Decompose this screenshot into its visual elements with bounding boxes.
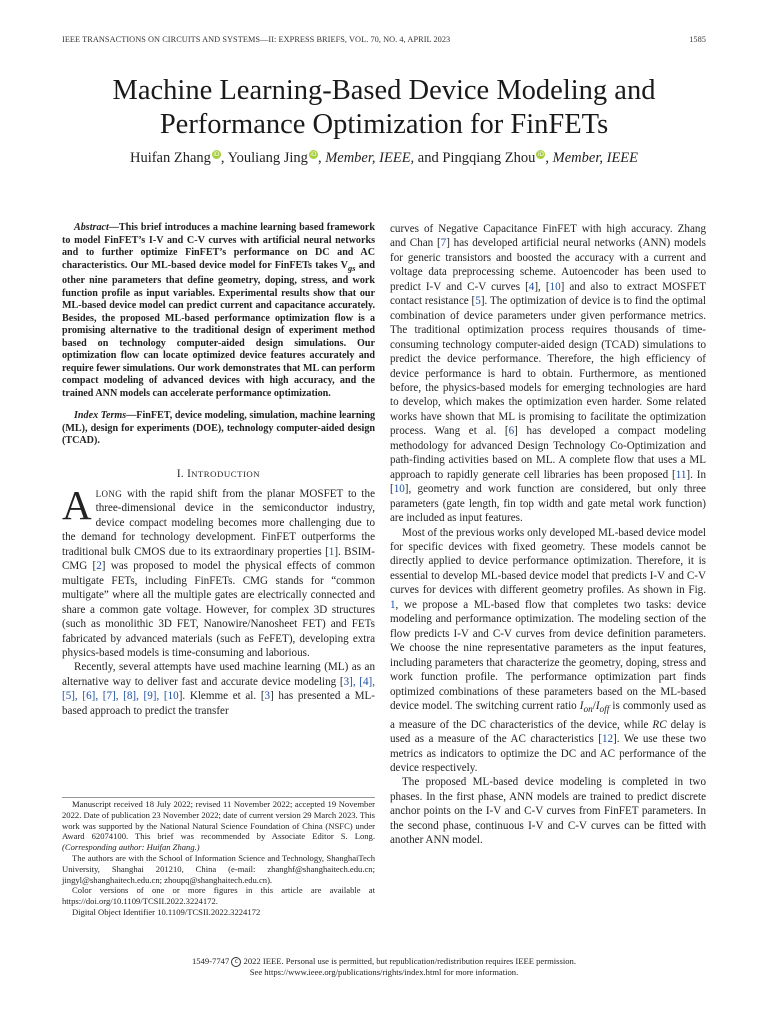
citation-link[interactable]: 10 <box>393 483 405 496</box>
citation-link[interactable]: 3 <box>264 690 271 703</box>
footnote-manuscript: Manuscript received 18 July 2022; revised 11 November 2022; accepted 19 November 2022. Date of publication 23 November 2022; date of current version 29 March 2023. This work was supported by the National Natural Science Foundation of China (NSFC) under Award 62074100. This brief was recommended by Associate Editor S. Long. (Corresponding author: Huifan Zhang.) <box>62 799 375 853</box>
abstract: Abstract—This brief introduces a machine learning based framework to model FinFET’s I-V and C-V curves with artificial neural networks and to further optimize FinFET’s performance on DC and AC characteristics. Our ML-based device model for FinFETs takes $V_{gs}$ and other nine parameters that define geometry, doping, stress, and work function profile as input variables. Experimental results show that our ML-based device model can predict current and capacitance accurately. Besides, the proposed ML-based performance optimization flow is a promising alternative to the traditional design of experiment method based on technology computer-aided design simulations. Our optimization flow can locate optimized device features accurately and require fewer simulations. Our work demonstrates that ML can perform compact modeling of advanced devices with high accuracy, and the trained ANN models can accelerate performance optimization. <box>62 222 375 399</box>
left-column <box>62 222 375 718</box>
running-header <box>62 35 706 49</box>
journal-header: IEEE TRANSACTIONS ON CIRCUITS AND SYSTEMS—II: EXPRESS BRIEFS, VOL. 70, NO. 4, APRIL 2023 <box>62 35 451 44</box>
right-paragraph-1: curves of Negative Capacitance FinFET with high accuracy. Zhang and Chan [7] has developed artificial neural networks (ANN) models for generic transistors and boosted the accuracy with a current and voltage data preprocessing scheme. Autoencoder has been used to predict I-V and C-V curves [4], [10] and also to extract MOSFET contact resistance [5]. The optimization of device is to find the optimal combination of device parameters under given performance metrics. The traditional optimization process requires thousands of time-consuming technology computer-aided design (TCAD) simulations to predict the device performance. Therefore, the high efficiency of device performance is hard to obtain. Furthermore, as mentioned before, the physics-based models for emerging technologies are hard to develop, which makes the optimization even harder. Some related works have shown that ML is promising to facilitate the optimization process. Wang et al. [6] has developed a compact modeling methodology for advanced Design Technology Co-Optimization and path-finding activities based on ML. A complete flow that uses a ML approach to rapidly generate cell libraries has been proposed [11]. In [10], geometry and work function are considered, but only three parameters (gate length, fin top width and gate metal work function) are included as input features. <box>390 223 707 525</box>
orcid-icon[interactable]: iD <box>537 151 545 159</box>
index-terms: Index Terms—FinFET, device modeling, simulation, machine learning (ML), design for experiments (DOE), technology computer-aided design (TCAD). <box>62 410 375 447</box>
author-name: Pingqiang Zhou <box>442 150 536 166</box>
copyright-line-2: See https://www.ieee.org/publications/rights/index.html for more information. <box>249 967 519 978</box>
citation-link[interactable]: 1 <box>328 545 335 558</box>
figure-link[interactable]: 1 <box>390 598 396 611</box>
copyright-line-1: 1549-7747 c 2022 IEEE. Personal use is permitted, but republication/redistribution requires IEEE permission. <box>192 956 576 966</box>
author-role: Member, IEEE <box>552 150 639 166</box>
title-line-2: Performance Optimization for FinFETs <box>159 109 609 140</box>
intro-paragraph-1: ALONG with the rapid shift from the planar MOSFET to the three-dimensional device in the semiconductor industry, device compact modeling becomes more challenging due to the demand for technology development. FinFET outperforms the traditional bulk CMOS due to its extraordinary properties [1]. BSIM-CMG [2] was proposed to model the physical effects of common multigate FETs, including FinFETs. CMG stands for “common multigate” where all the multiple gates are electrically connected and share a common gate voltage. However, for complex 3D structures (such as monolithic 3D FET, Nanowire/Nanosheet FET) and FETs fabricated by advanced materials (such as FeFET), developing extra physics-based models is time-consuming and laborious. <box>62 481 375 659</box>
citation-link[interactable]: 7 <box>440 237 447 250</box>
right-column <box>390 222 706 848</box>
citation-link[interactable]: 12 <box>602 733 614 746</box>
citation-link[interactable]: 10 <box>549 280 561 293</box>
citation-link[interactable]: 11 <box>675 468 687 481</box>
section-heading: I. INTRODUCTION <box>176 467 261 480</box>
author-name: Huifan Zhang <box>129 150 211 166</box>
drop-cap: A <box>62 481 92 528</box>
orcid-icon[interactable]: iD <box>310 151 317 159</box>
citation-link[interactable]: 6 <box>508 425 515 438</box>
right-paragraph-3: The proposed ML-based device modeling is completed in two phases. In the first phase, ANN models are trained to predict discrete anchor points on the I-V and C-V curves from FinFET parameters. In the second phase, continuous I-V and C-V curves can be fitted with another ANN model. <box>390 776 706 847</box>
citation-link[interactable]: 5 <box>475 295 481 308</box>
footnote-color: Color versions of one or more figures in this article are available at https://doi.org/10.1109/TCSII.2022.3224172. <box>62 885 375 907</box>
citation-link[interactable]: 4 <box>528 280 535 293</box>
footnote <box>62 797 375 918</box>
copyright-icon: c <box>231 957 241 967</box>
intro-paragraph-2: Recently, several attempts have used machine learning (ML) as an alternative way to deliver fast and accurate device modeling [3], [4], [5], [6], [7], [8], [9], [10]. Klemme et al. [3] has presented a ML-based approach to predict the transfer <box>62 661 376 717</box>
copyright-notice <box>40 956 728 978</box>
citation-link[interactable]: 2 <box>96 560 102 573</box>
footnote-affiliation: The authors are with the School of Information Science and Technology, ShanghaiTech University, Shanghai 201210, China (e-mail: zhanghf@shanghaitech.edu.cn; jingyl@shanghaitech.edu.cn; zhoupq@shanghaitech.edu.cn). <box>62 852 375 885</box>
page-number: 1585 <box>689 35 706 44</box>
author-list: Huifan Zhang iD, Youliang Jing iD, Member, IEEE, and Pingqiang Zhou iD, Member, IEEE <box>129 150 639 166</box>
author-role: Member, IEEE <box>325 150 411 166</box>
orcid-icon[interactable]: iD <box>213 151 220 159</box>
right-paragraph-2: Most of the previous works only developed ML-based device model for specific devices with fixed geometry. These models cannot be directly applied to device performance optimization. Therefore, it is essential to develop ML-based device model that predicts I-V and C-V curves for devices with different geometry profiles. As shown in Fig. 1, we propose a ML-based flow that completes two tasks: device modeling and performance optimization. The modeling section of the flow predicts I-V and C-V curves from device definition parameters. We choose the nine representative parameters as the input features, including parameters that characterize the geometry, doping, stress and work function profile. The performance optimization part finds optimized combinations of these parameters based on the ML-based device model. The switching current ratio $I_{on}/I_{off}$ is commonly used as a measure of the DC characteristics of the device, while RC delay is used as a measure of the AC characteristics [12]. We use these two metrics as indicators to optimize the DC and AC performance of the device respectively. <box>390 526 706 774</box>
citation-links[interactable]: 3], [4], [5], [6], [7], [8], [9], [10 <box>62 675 376 703</box>
author-name: Youliang Jing <box>227 150 308 166</box>
footnote-doi: Digital Object Identifier 10.1109/TCSII.2022.3224172 <box>72 906 261 917</box>
paper-title <box>40 74 728 142</box>
title-line-1: Machine Learning-Based Device Modeling and <box>112 75 656 106</box>
